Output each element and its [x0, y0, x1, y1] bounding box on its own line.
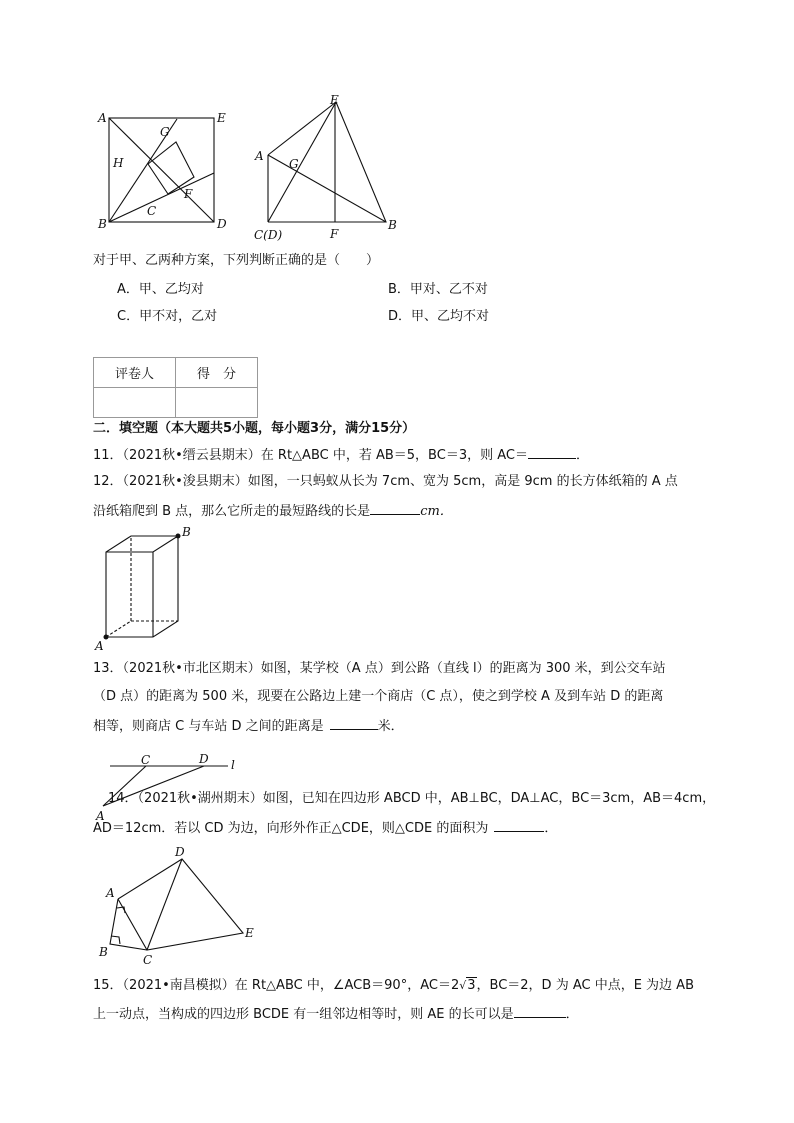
- label-b: B: [98, 217, 107, 231]
- q11-end: ．: [575, 448, 589, 463]
- q12-unit: cm．: [420, 504, 453, 519]
- score-table-grader-header: 评卷人: [94, 358, 176, 388]
- q10-option-d: D．甲、乙均不对: [388, 309, 490, 324]
- label-d: D: [217, 217, 227, 231]
- label-l: l: [231, 758, 235, 772]
- q13-text: 相等，则商店 C 与车站 D 之间的距离是: [93, 719, 324, 734]
- q13-answer-blank[interactable]: [330, 716, 378, 730]
- q12-answer-blank[interactable]: [370, 501, 420, 515]
- label-cd: C(D): [254, 228, 283, 242]
- q12-line1: 12．（2021秋•浚县期末）如图，一只蚂蚁从长为 7cm、宽为 5cm，高是 9cm 的长方体纸箱的 A 点: [93, 474, 678, 489]
- figure-square-scheme: [92, 92, 242, 232]
- label-e: E: [245, 926, 254, 940]
- section-title: 二．填空题（本大题共5小题，每小题3分，满分15分）: [93, 421, 416, 436]
- label-f: F: [184, 187, 193, 201]
- figure-road: [93, 750, 253, 822]
- q15-text: 上一动点，当构成的四边形 BCDE 有一组邻边相等时，则 AE 的长可以是: [93, 1007, 514, 1022]
- point-a-dot: [104, 635, 109, 640]
- q15-text-a: 15．（2021•南昌模拟）在 Rt△ABC 中，∠ACB＝90°，AC＝2: [93, 978, 460, 993]
- q15-text-b: ，BC＝2，D 为 AC 中点，E 为边 AB: [476, 978, 694, 993]
- q14-text: AD＝12cm．若以 CD 为边，向形外作正△CDE，则△CDE 的面积为: [93, 821, 489, 836]
- q13-unit: 米．: [377, 719, 404, 734]
- label-e: E: [330, 93, 339, 107]
- q15-answer-blank[interactable]: [514, 1004, 566, 1018]
- q10-question: 对于甲、乙两种方案，下列判断正确的是（ ）: [93, 253, 380, 268]
- q15-sqrt: 3: [467, 978, 476, 993]
- label-g: G: [289, 157, 299, 171]
- point-b-dot: [176, 534, 181, 539]
- q11-answer-blank[interactable]: [528, 445, 576, 459]
- label-b: B: [182, 526, 191, 539]
- q14-end: ．: [544, 821, 558, 836]
- score-table: [93, 357, 258, 418]
- label-a: A: [98, 111, 107, 125]
- label-a: A: [95, 639, 104, 653]
- label-h: H: [113, 156, 124, 170]
- q13-line3: [93, 716, 404, 736]
- label-e: E: [217, 111, 226, 125]
- q11-text: 11．（2021秋•缙云县期末）在 Rt△ABC 中，若 AB＝5，BC＝3，则 AC＝: [93, 448, 528, 463]
- label-c: C: [143, 953, 153, 967]
- q14-line2: [93, 818, 557, 838]
- q15-line2: [93, 1004, 579, 1024]
- figure-quadrilateral: [93, 843, 263, 968]
- q10-option-a: A．甲、乙均对: [117, 282, 204, 297]
- label-b: B: [388, 218, 397, 232]
- figure-triangle-scheme: [250, 92, 410, 242]
- label-a: A: [96, 809, 105, 822]
- label-d: D: [199, 752, 209, 766]
- q13-line1: 13．（2021秋•市北区期末）如图，某学校（A 点）到公路（直线 l）的距离为 300 米，到公交车站: [93, 661, 666, 676]
- q12-line2: [93, 501, 453, 521]
- q11: [93, 445, 589, 465]
- q10-option-b: B．甲对、乙不对: [388, 282, 488, 297]
- label-a: A: [255, 149, 264, 163]
- q10-option-c: C．甲不对，乙对: [117, 309, 218, 324]
- q15-line1: 15．（2021•南昌模拟）在 Rt△ABC 中，∠ACB＝90°，AC＝2√3，BC＝2，D 为 AC 中点，E 为边 AB: [93, 978, 694, 993]
- figure-box: [93, 526, 203, 654]
- score-table-score-cell[interactable]: [176, 388, 258, 418]
- label-b: B: [99, 945, 108, 959]
- score-table-score-header: 得 分: [176, 358, 258, 388]
- label-d: D: [175, 845, 185, 859]
- q14-answer-blank[interactable]: [494, 818, 544, 832]
- q14-line1: 14．（2021秋•湖州期末）如图，已知在四边形 ABCD 中，AB⊥BC，DA⊥AC，BC＝3cm，AB＝4cm，: [108, 791, 716, 806]
- q12-text: 沿纸箱爬到 B 点，那么它所走的最短路线的长是: [93, 504, 371, 519]
- score-table-grader-cell[interactable]: [94, 388, 176, 418]
- label-f: F: [330, 227, 339, 241]
- label-c: C: [141, 753, 151, 767]
- label-g: G: [160, 125, 170, 139]
- q13-line2: （D 点）的距离为 500 米，现要在公路边上建一个商店（C 点），使之到学校 A 及到车站 D 的距离: [93, 689, 664, 704]
- label-c: C: [147, 204, 157, 218]
- label-a: A: [106, 886, 115, 900]
- q15-end: ．: [565, 1007, 579, 1022]
